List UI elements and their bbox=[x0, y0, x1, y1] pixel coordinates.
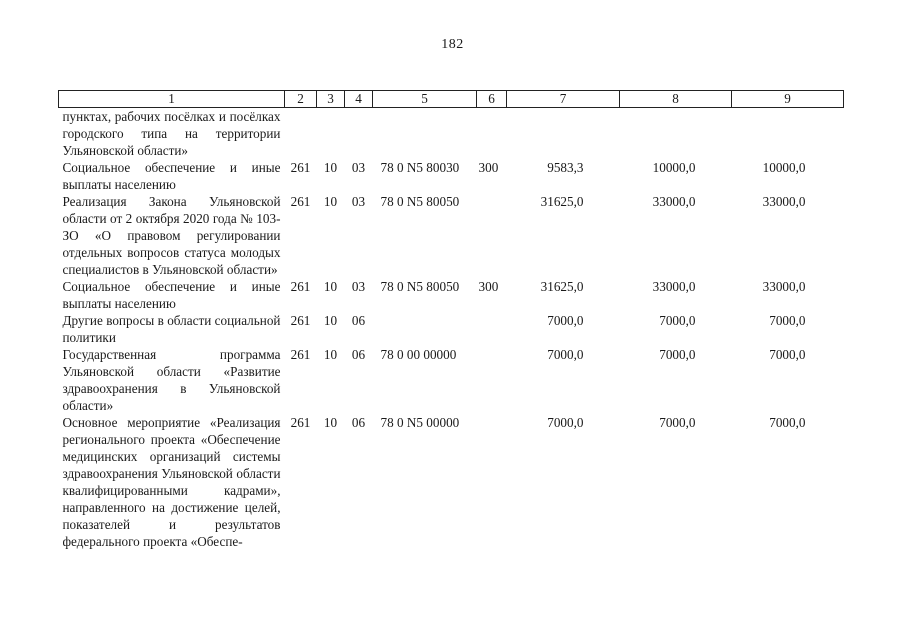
row-amount-3: 33000,0 bbox=[762, 194, 806, 209]
table-row bbox=[59, 159, 844, 193]
row-subsection-code: 03 bbox=[351, 279, 366, 294]
row-expense-type bbox=[477, 346, 507, 414]
row-amount-3: 7000,0 bbox=[769, 313, 806, 328]
row-section-code bbox=[317, 108, 345, 160]
row-subsection-code: 06 bbox=[351, 415, 366, 430]
row-ministry-code: 261 bbox=[290, 313, 311, 328]
header-col-6: 6 bbox=[477, 91, 507, 108]
row-amount-1: 31625,0 bbox=[540, 279, 584, 294]
row-expense-type bbox=[477, 312, 507, 346]
header-row bbox=[59, 91, 844, 108]
header-col-1: 1 bbox=[59, 91, 285, 108]
row-subsection-code bbox=[345, 108, 373, 160]
row-amount-1: 9583,3 bbox=[547, 160, 584, 175]
table-header bbox=[59, 91, 844, 108]
header-col-7: 7 bbox=[507, 91, 620, 108]
row-expense-type: 300 bbox=[478, 279, 499, 294]
row-amount-2: 33000,0 bbox=[652, 279, 696, 294]
row-subsection-code: 06 bbox=[351, 313, 366, 328]
row-expense-type bbox=[477, 414, 507, 550]
header-col-8: 8 bbox=[620, 91, 732, 108]
row-section-code: 10 bbox=[323, 194, 338, 209]
row-name: Реализация Закона Ульяновской области от 2 октября 2020 года № 103-ЗО «О правовом регулировании отдельных вопросов статуса молодых специалистов в Ульяновской области» bbox=[62, 194, 281, 277]
row-name: Другие вопросы в области социальной политики bbox=[62, 313, 281, 345]
row-ministry-code: 261 bbox=[290, 415, 311, 430]
row-subsection-code: 03 bbox=[351, 160, 366, 175]
page-number: 182 bbox=[441, 37, 464, 52]
header-col-5: 5 bbox=[373, 91, 477, 108]
table-body bbox=[59, 108, 844, 551]
row-amount-1: 31625,0 bbox=[540, 194, 584, 209]
row-ministry-code: 261 bbox=[290, 347, 311, 362]
table-row bbox=[59, 414, 844, 550]
table-row bbox=[59, 346, 844, 414]
row-name: Государственная программа Ульяновской области «Развитие здравоохранения в Ульяновской области» bbox=[62, 347, 281, 413]
row-target-article bbox=[373, 108, 477, 160]
header-col-9: 9 bbox=[732, 91, 844, 108]
row-ministry-code bbox=[285, 108, 317, 160]
table-row bbox=[59, 193, 844, 278]
header-col-3: 3 bbox=[317, 91, 345, 108]
row-amount-2: 7000,0 bbox=[659, 347, 696, 362]
row-section-code: 10 bbox=[323, 347, 338, 362]
header-col-4: 4 bbox=[345, 91, 373, 108]
row-name: Социальное обеспечение и иные выплаты населению bbox=[62, 160, 281, 192]
row-name: Основное мероприятие «Реализация регионального проекта «Обеспечение медицинских организаций системы здравоохранения Ульяновской области квалифицированными кадрами», направленного на достижение целей, показателей и результатов федерального проекта «Обеспе- bbox=[62, 415, 281, 549]
row-subsection-code: 03 bbox=[351, 194, 366, 209]
row-expense-type bbox=[477, 108, 507, 160]
row-target-article: 78 0 N5 80030 bbox=[380, 160, 460, 175]
row-target-article: 78 0 N5 00000 bbox=[380, 415, 460, 430]
row-section-code: 10 bbox=[323, 415, 338, 430]
row-target-article: 78 0 00 00000 bbox=[380, 347, 457, 362]
row-ministry-code: 261 bbox=[290, 194, 311, 209]
row-amount-1: 7000,0 bbox=[547, 415, 584, 430]
row-ministry-code: 261 bbox=[290, 279, 311, 294]
row-name: Социальное обеспечение и иные выплаты населению bbox=[62, 279, 281, 311]
row-expense-type: 300 bbox=[478, 160, 499, 175]
row-amount-3: 7000,0 bbox=[769, 415, 806, 430]
table-row bbox=[59, 108, 844, 160]
row-amount-2: 33000,0 bbox=[652, 194, 696, 209]
row-amount-3: 7000,0 bbox=[769, 347, 806, 362]
row-amount-1: 7000,0 bbox=[547, 313, 584, 328]
row-name: пунктах, рабочих посёлках и посёлках городского типа на территории Ульяновской области» bbox=[62, 109, 281, 158]
row-expense-type bbox=[477, 193, 507, 278]
row-target-article: 78 0 N5 80050 bbox=[380, 194, 460, 209]
table-row bbox=[59, 312, 844, 346]
row-section-code: 10 bbox=[323, 160, 338, 175]
row-amount-1 bbox=[507, 108, 620, 160]
row-target-article bbox=[373, 312, 477, 346]
row-amount-1: 7000,0 bbox=[547, 347, 584, 362]
row-amount-3 bbox=[732, 108, 844, 160]
row-amount-2: 7000,0 bbox=[659, 313, 696, 328]
row-amount-3: 33000,0 bbox=[762, 279, 806, 294]
row-ministry-code: 261 bbox=[290, 160, 311, 175]
row-subsection-code: 06 bbox=[351, 347, 366, 362]
row-section-code: 10 bbox=[323, 313, 338, 328]
table-row bbox=[59, 278, 844, 312]
budget-table bbox=[58, 90, 844, 550]
row-amount-2 bbox=[620, 108, 732, 160]
row-target-article: 78 0 N5 80050 bbox=[380, 279, 460, 294]
row-section-code: 10 bbox=[323, 279, 338, 294]
header-col-2: 2 bbox=[285, 91, 317, 108]
row-amount-2: 7000,0 bbox=[659, 415, 696, 430]
row-amount-2: 10000,0 bbox=[652, 160, 696, 175]
row-amount-3: 10000,0 bbox=[762, 160, 806, 175]
